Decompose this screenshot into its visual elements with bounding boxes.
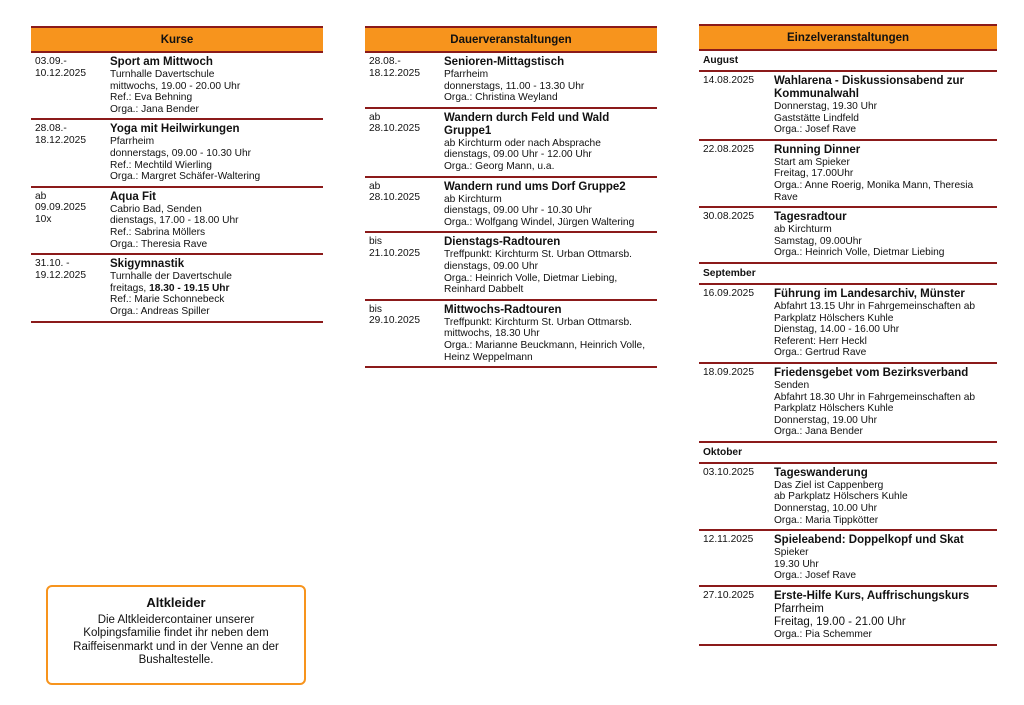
- event-detail: Abfahrt 18.30 Uhr in Fahrgemeinschaften ab Parkplatz Hölschers Kuhle: [774, 391, 976, 415]
- event-detail: Ref.: Marie Schonnebeck: [110, 294, 225, 306]
- event-entry: [699, 72, 997, 141]
- event-detail: Orga.: Andreas Spiller: [110, 305, 210, 317]
- event-detail: mittwochs, 18.30 Uhr: [444, 328, 540, 340]
- event-entry: [365, 301, 657, 368]
- event-detail: ab Kirchturm oder nach Absprache: [444, 137, 601, 149]
- event-title: Spieleabend: Doppelkopf und Skat: [774, 534, 964, 547]
- event-detail: Das Ziel ist Cappenberg: [774, 479, 884, 491]
- event-detail: Cabrio Bad, Senden: [110, 203, 202, 215]
- event-detail: Turnhalle Davertschule: [110, 69, 215, 80]
- event-date: 27.10.2025: [703, 590, 754, 602]
- event-detail: Orga.: Jana Bender: [110, 103, 199, 115]
- event-detail: Treffpunkt: Kirchturm St. Urban Ottmarsb.: [444, 249, 632, 261]
- event-date: bis 29.10.2025: [369, 303, 420, 327]
- event-detail: Orga.: Marianne Beuckmann, Heinrich Volle, Heinz Weppelmann: [444, 339, 646, 363]
- event-entry: [699, 285, 997, 364]
- event-date: ab 28.10.2025: [369, 180, 420, 204]
- event-detail: ab Kirchturm: [444, 193, 502, 205]
- event-body: [444, 181, 657, 229]
- event-body: [774, 144, 997, 203]
- month-heading: August: [699, 51, 997, 72]
- event-date: bis 21.10.2025: [369, 236, 420, 259]
- dauer-list: [365, 53, 657, 368]
- event-entry: [365, 53, 657, 109]
- event-date: 03.10.2025: [703, 466, 754, 478]
- event-detail: Dienstag, 14.00 - 16.00 Uhr: [774, 324, 900, 336]
- event-detail: Referent: Herr Heckl: [774, 335, 867, 347]
- event-detail: dienstags, 09.00 Uhr - 12.00 Uhr: [444, 149, 592, 161]
- altkleider-text: Die Altkleidercontainer unserer Kolpingsfamilie findet ihr neben dem Raiffeisenmarkt und in der Venne an der Bushaltestelle.: [73, 613, 279, 666]
- event-detail: Orga.: Josef Rave: [774, 570, 857, 582]
- event-detail: donnerstags, 11.00 - 13.30 Uhr: [444, 80, 585, 92]
- event-detail: ab Kirchturm: [774, 224, 832, 236]
- event-detail: Gaststätte Lindfeld: [774, 112, 859, 124]
- event-detail: Orga.: Heinrich Volle, Dietmar Liebing, Reinhard Dabbelt: [444, 272, 618, 296]
- event-date: 30.08.2025: [703, 211, 754, 223]
- event-detail: Ref.: Sabrina Möllers: [110, 226, 206, 238]
- event-detail: dienstags, 17.00 - 18.00 Uhr: [110, 215, 239, 227]
- event-entry: [699, 531, 997, 587]
- event-title: Aqua Fit: [110, 190, 156, 203]
- event-body: [110, 56, 323, 115]
- event-title: Tagesradtour: [774, 211, 847, 224]
- event-body: [774, 467, 997, 526]
- event-entry: [365, 178, 657, 234]
- event-title: Skigymnastik: [110, 258, 185, 271]
- event-detail: Orga.: Maria Tippkötter: [774, 514, 879, 526]
- event-detail: Orga.: Theresia Rave: [110, 238, 208, 250]
- event-detail: Spieker: [774, 547, 809, 559]
- event-entry: [699, 141, 997, 208]
- event-entry: [699, 364, 997, 443]
- event-title: Dienstags-Radtouren: [444, 236, 561, 249]
- event-date: ab 09.09.2025 10x: [35, 190, 86, 225]
- event-title: Mittwochs-Radtouren: [444, 303, 562, 316]
- event-entry: [699, 464, 997, 531]
- event-detail: Start am Spieker: [774, 156, 850, 168]
- event-title: Sport am Mittwoch: [110, 56, 213, 68]
- event-date: 14.08.2025: [703, 75, 754, 86]
- event-date: 28.08.- 18.12.2025: [369, 56, 420, 79]
- event-body: [444, 304, 657, 363]
- einzel-list: [699, 51, 997, 646]
- event-date: 03.09.- 10.12.2025: [35, 56, 86, 79]
- event-title: Erste-Hilfe Kurs, Auffrischungskurs: [774, 590, 970, 603]
- event-title: Führung im Landesarchiv, Münster: [774, 287, 965, 300]
- event-detail: mittwochs, 19.00 - 20.00 Uhr: [110, 80, 241, 92]
- event-entry: [699, 208, 997, 264]
- event-detail: Freitag, 17.00Uhr: [774, 168, 854, 180]
- event-detail: Orga.: Gertrud Rave: [774, 347, 867, 359]
- event-detail: dienstags, 09.00 Uhr: [444, 260, 539, 272]
- event-date: 28.08.- 18.12.2025: [35, 123, 86, 146]
- event-body: [444, 112, 657, 173]
- event-entry: [31, 188, 323, 255]
- event-title: Wandern durch Feld und Wald Gruppe1: [444, 111, 610, 137]
- event-body: [774, 367, 997, 438]
- event-body: [444, 236, 657, 295]
- einzel-section: [699, 24, 997, 646]
- kurse-list: [31, 53, 323, 323]
- event-detail: Donnerstag, 19.00 Uhr: [774, 414, 878, 426]
- altkleider-box: [46, 585, 306, 685]
- event-detail: Pfarrheim: [444, 69, 489, 80]
- event-body: [774, 211, 997, 259]
- event-detail: Orga.: Wolfgang Windel, Jürgen Waltering: [444, 216, 635, 228]
- event-body: [444, 56, 657, 104]
- altkleider-title: Altkleider: [146, 595, 206, 610]
- event-detail: Pfarrheim: [110, 136, 155, 148]
- event-entry: [699, 587, 997, 646]
- event-detail: donnerstags, 09.00 - 10.30 Uhr: [110, 147, 252, 159]
- event-detail: Orga.: Pia Schemmer: [774, 629, 872, 641]
- event-detail: Orga.: Christina Weyland: [444, 92, 558, 104]
- kurse-header: Kurse: [31, 26, 323, 53]
- event-detail: Samstag, 09.00Uhr: [774, 235, 862, 247]
- event-detail: Turnhalle der Davertschule: [110, 271, 232, 283]
- event-body: [110, 123, 323, 182]
- event-body: [774, 590, 997, 641]
- event-detail: 19.30 Uhr: [774, 558, 819, 570]
- month-heading: September: [699, 264, 997, 285]
- event-detail: Orga.: Margret Schäfer-Waltering: [110, 171, 261, 183]
- month-heading: Oktober: [699, 443, 997, 464]
- event-date: 18.09.2025: [703, 366, 754, 378]
- einzel-header: Einzelveranstaltungen: [699, 24, 997, 51]
- event-detail: freitags, 18.30 - 19.15 Uhr: [110, 282, 230, 294]
- event-body: [774, 534, 997, 582]
- event-detail: dienstags, 09.00 Uhr - 10.30 Uhr: [444, 205, 592, 217]
- event-date: 31.10. - 19.12.2025: [35, 258, 86, 281]
- event-body: [774, 75, 997, 136]
- event-detail: Abfahrt 13.15 Uhr in Fahrgemeinschaften ab Parkplatz Hölschers Kuhle: [774, 300, 976, 324]
- event-detail: Pfarrheim: [774, 603, 824, 616]
- event-title: Senioren-Mittagstisch: [444, 56, 565, 68]
- event-detail: Orga.: Georg Mann, u.a.: [444, 160, 555, 172]
- event-date: 22.08.2025: [703, 143, 754, 155]
- event-entry: [31, 53, 323, 120]
- event-detail: Senden: [774, 379, 810, 391]
- event-detail: Donnerstag, 19.30 Uhr: [774, 101, 878, 112]
- event-entry: [31, 255, 323, 322]
- kurse-section: [31, 26, 323, 323]
- event-detail: Ref.: Mechtild Wierling: [110, 159, 212, 171]
- event-detail: Orga.: Anne Roerig, Monika Mann, Theresia Rave: [774, 179, 974, 203]
- event-title: Running Dinner: [774, 143, 861, 156]
- event-title: Wandern rund ums Dorf Gruppe2: [444, 180, 626, 193]
- event-body: [110, 191, 323, 250]
- event-detail: Freitag, 19.00 - 21.00 Uhr: [774, 616, 906, 629]
- event-body: [774, 288, 997, 359]
- event-detail: Ref.: Eva Behning: [110, 92, 193, 104]
- event-title: Tageswanderung: [774, 466, 868, 479]
- event-detail: ab Parkplatz Hölschers Kuhle: [774, 491, 908, 503]
- event-body: [110, 258, 323, 317]
- event-detail: Orga.: Heinrich Volle, Dietmar Liebing: [774, 247, 945, 259]
- event-detail: Orga.: Jana Bender: [774, 426, 863, 438]
- dauer-section: [365, 26, 657, 368]
- event-entry: [31, 120, 323, 187]
- event-date: 16.09.2025: [703, 287, 754, 299]
- event-entry: [365, 109, 657, 178]
- event-date: ab 28.10.2025: [369, 111, 420, 135]
- event-detail: Orga.: Josef Rave: [774, 124, 857, 136]
- event-title: Friedensgebet vom Bezirksverband: [774, 366, 969, 379]
- event-date: 12.11.2025: [703, 534, 754, 546]
- event-detail: Treffpunkt: Kirchturm St. Urban Ottmarsb.: [444, 316, 632, 328]
- event-detail: Donnerstag, 10.00 Uhr: [774, 503, 878, 515]
- event-title: Yoga mit Heilwirkungen: [110, 123, 240, 136]
- event-entry: [365, 233, 657, 300]
- event-title: Wahlarena - Diskussionsabend zur Kommunalwahl: [774, 75, 965, 100]
- dauer-header: Dauerveranstaltungen: [365, 26, 657, 53]
